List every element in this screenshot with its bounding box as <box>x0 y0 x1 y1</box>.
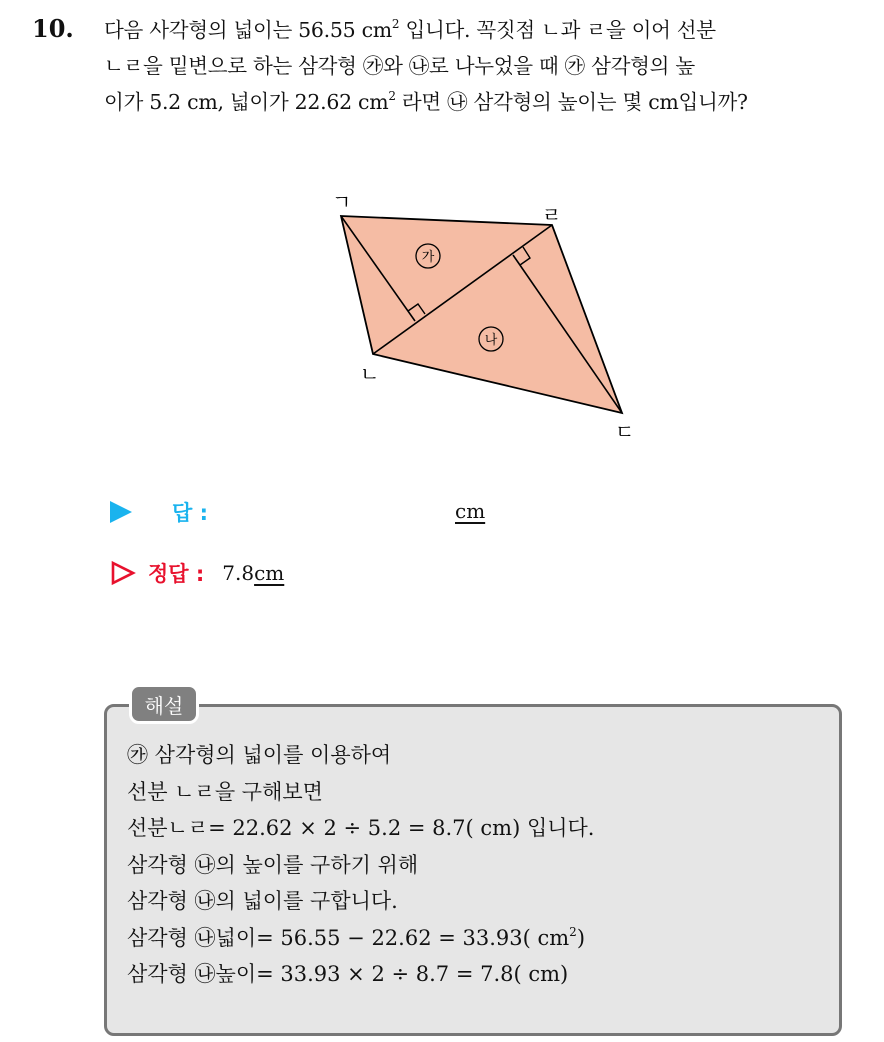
explanation-line-6: 삼각형 ㉯넓이= 56.55 − 22.62 = 33.93( $cm^2$) <box>127 924 586 950</box>
region-label-ga: 가 <box>421 250 435 265</box>
correct-answer-label: 정답 : <box>148 562 205 586</box>
vertex-label-r: ㄹ <box>542 203 562 227</box>
vertex-label-g: ㄱ <box>332 190 352 214</box>
quadrilateral-shape <box>341 216 622 413</box>
explanation-line-5: 삼각형 ㉯의 넓이를 구합니다. <box>127 889 398 913</box>
question-line-2: ㄴㄹ을 밑변으로 하는 삼각형 ㉮와 ㉯로 나누었을 때 ㉮ 삼각형의 높 <box>104 54 695 78</box>
vertex-label-n: ㄴ <box>360 362 380 386</box>
outline-play-icon <box>110 560 136 586</box>
answer-label: 답 : <box>172 501 208 525</box>
question-line-3: 이가 5.2 cm, 넓이가 22.62 $cm^2$ 라면 ㉯ 삼각형의 높이는 몇 cm입니까? <box>104 89 748 114</box>
explanation-tab: 해설 <box>129 684 199 724</box>
region-label-na: 나 <box>484 333 498 348</box>
question-line-1: 다음 사각형의 넓이는 56.55 $cm^2$ 입니다. 꼭짓점 ㄴ과 ㄹ을 이어 선분 <box>104 17 716 42</box>
question-text <box>104 12 874 120</box>
answer-row <box>110 497 208 527</box>
correct-answer-value: 7.8 <box>222 561 255 585</box>
correct-answer-unit: cm <box>254 561 285 585</box>
explanation-line-3: 선분ㄴㄹ= 22.62 × 2 ÷ 5.2 = 8.7( cm) 입니다. <box>127 816 595 840</box>
explanation-text <box>127 737 594 993</box>
vertex-label-d: ㄷ <box>615 420 635 444</box>
explanation-line-4: 삼각형 ㉯의 높이를 구하기 위해 <box>127 852 419 877</box>
answer-unit: cm <box>455 499 486 523</box>
explanation-line-2: 선분 ㄴㄹ을 구해보면 <box>127 779 323 804</box>
question-number: 10. <box>32 14 74 43</box>
explanation-line-7: 삼각형 ㉯높이= 33.93 × 2 ÷ 8.7 = 7.8( cm) <box>127 962 569 986</box>
correct-answer-row <box>110 558 284 588</box>
quadrilateral-figure <box>320 185 640 450</box>
play-icon <box>110 501 132 523</box>
explanation-line-1: ㉮ 삼각형의 넓이를 이용하여 <box>127 743 392 767</box>
